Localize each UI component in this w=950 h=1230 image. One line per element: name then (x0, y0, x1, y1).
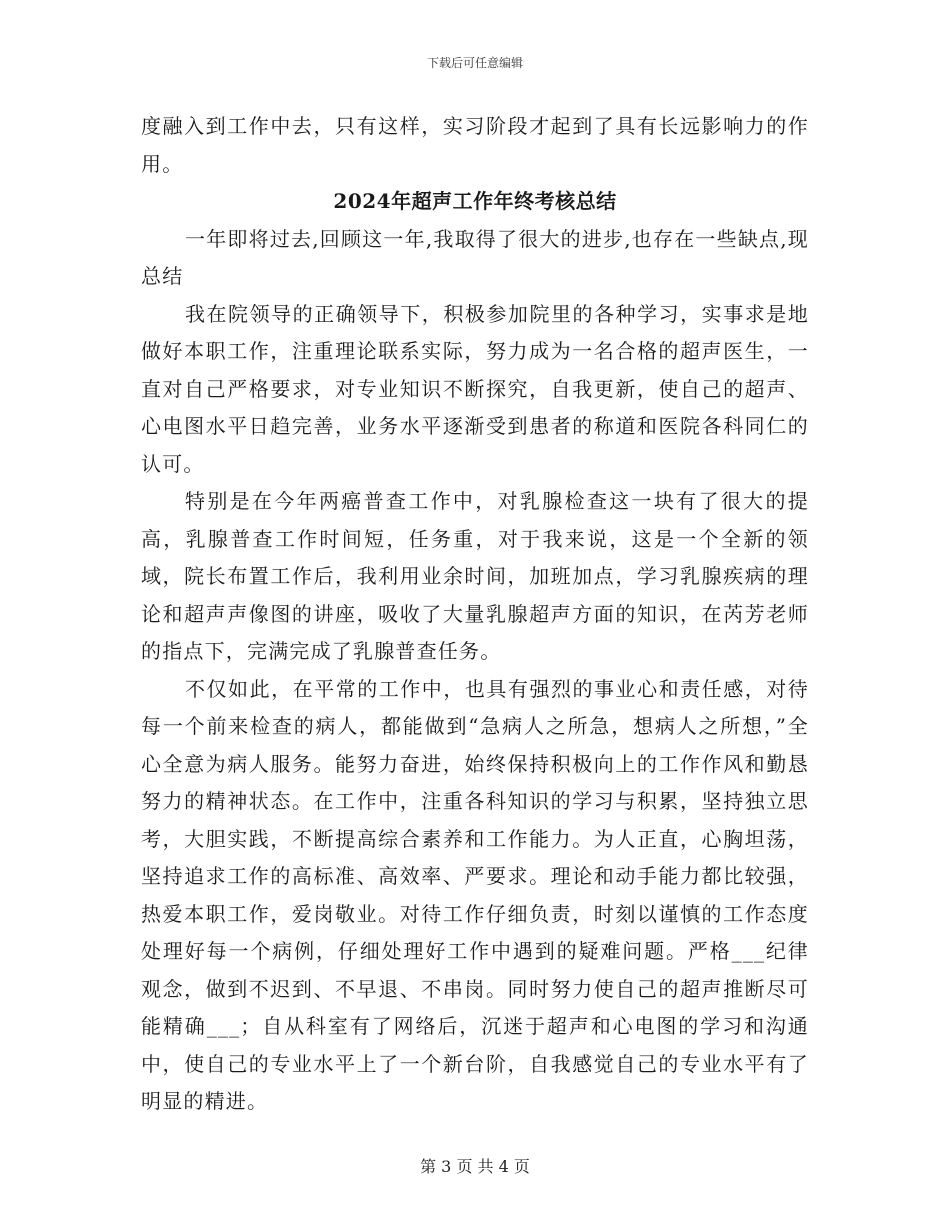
body-paragraph-2: 特别是在今年两癌普查工作中，对乳腺检查这一块有了很大的提高，乳腺普查工作时间短，任务重，对于我来说，这是一个全新的领域，院长布置工作后，我利用业余时间，加班加点，学习乳腺疾病的理论和超声声像图的讲座，吸收了大量乳腺超声方面的知识，在芮芳老师的指点下，完满完成了乳腺普查任务。 (141, 489, 809, 663)
intro-paragraph: 一年即将过去,回顾这一年,我取得了很大的进步,也存在一些缺点,现总结 (141, 226, 809, 288)
page-number-footer: 第 3 页 共 4 页 (420, 1157, 530, 1176)
page-header-note: 下载后可任意编辑 (426, 56, 523, 70)
body-paragraph-3: 不仅如此，在平常的工作中，也具有强烈的事业心和责任感，对待每一个前来检查的病人，都能做到“急病人之所急，想病人之所想，”全心全意为病人服务。能努力奋进，始终保持积极向上的工作作风和勤恳努力的精神状态。在工作中，注重各科知识的学习与积累，坚持独立思考，大胆实践，不断提高综合素养和工作能力。为人正直，心胸坦荡，坚持追求工作的高标准、高效率、严要求。理论和动手能力都比较强，热爱本职工作，爱岗敬业。对待工作仔细负责，时刻以谨慎的工作态度处理好每一个病例，仔细处理好工作中遇到的疑难问题。严格___纪律观念，做到不迟到、不早退、不串岗。同时努力使自己的超声推断尽可能精确___；自从科室有了网络后，沉迷于超声和心电图的学习和沟通中，使自己的专业水平上了一个新台阶，自我感觉自己的专业水平有了明显的精进。 (141, 676, 809, 1113)
document-body (141, 108, 809, 1121)
continuation-paragraph: 度融入到工作中去，只有这样，实习阶段才起到了具有长远影响力的作用。 (141, 114, 809, 176)
body-paragraph-1: 我在院领导的正确领导下，积极参加院里的各种学习，实事求是地做好本职工作，注重理论联系实际，努力成为一名合格的超声医生，一直对自己严格要求，对专业知识不断探究，自我更新，使自己的超声、心电图水平日趋完善，业务水平逐渐受到患者的称道和医院各科同仁的认可。 (141, 301, 809, 476)
document-title: 2024年超声工作年终考核总结 (333, 189, 617, 213)
